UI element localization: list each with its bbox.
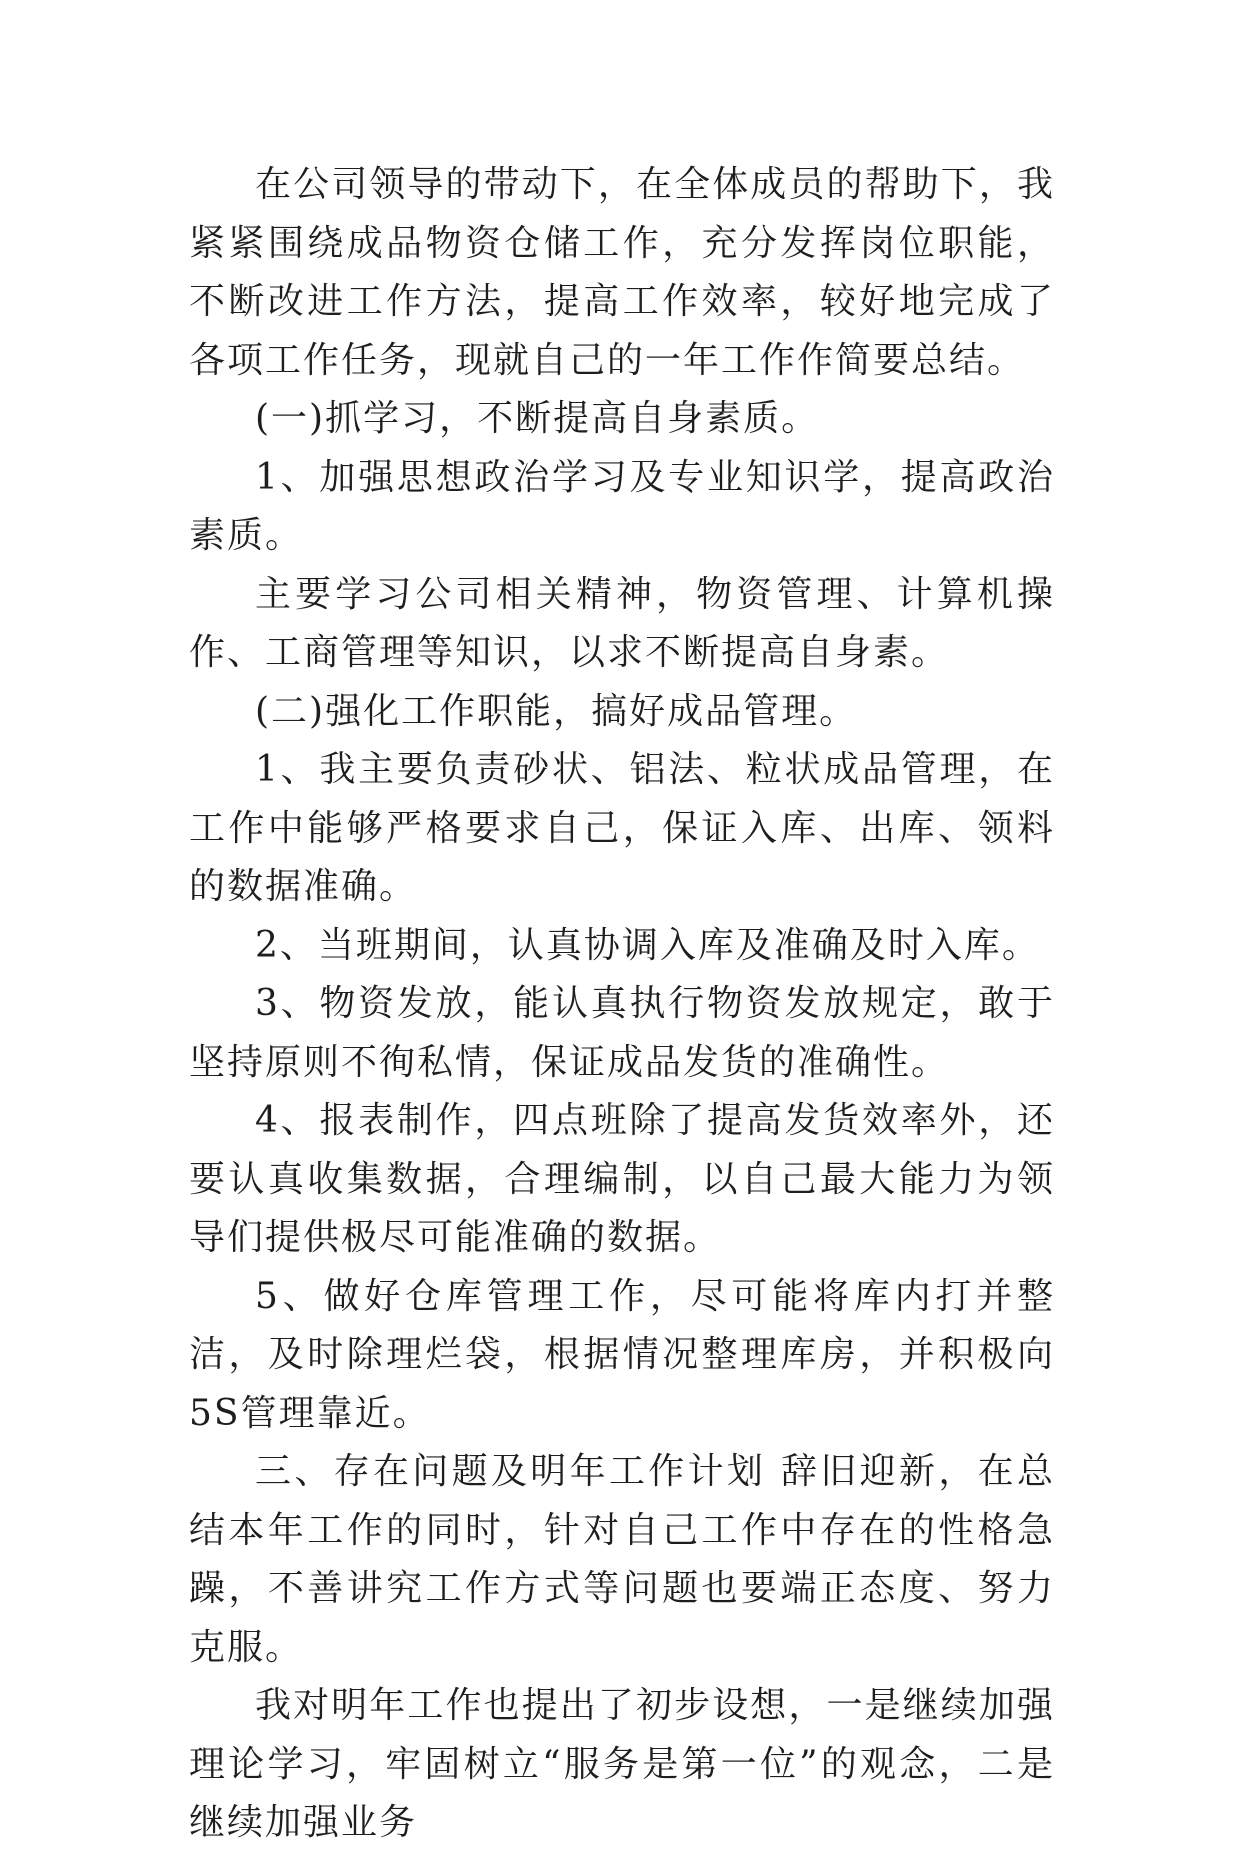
section-heading-3: 三、存在问题及明年工作计划 辞旧迎新，在总结本年工作的同时，针对自己工作中存在的性格急躁，不善讲究工作方式等问题也要端正态度、努力克服。 — [189, 1451, 1055, 1668]
paragraph-item-2-4: 4、报表制作，四点班除了提高发货效率外，还要认真收集数据，合理编制，以自己最大能力为领导们提供极尽可能准确的数据。 — [189, 1100, 1055, 1258]
document-body — [189, 156, 1055, 1853]
paragraph-intro: 在公司领导的带动下，在全体成员的帮助下，我紧紧围绕成品物资仓储工作，充分发挥岗位职能，不断改进工作方法，提高工作效率，较好地完成了各项工作任务，现就自己的一年工作作简要总结。 — [189, 164, 1055, 381]
paragraph-item-2-2: 2、当班期间，认真协调入库及准确及时入库。 — [255, 924, 1040, 966]
paragraph-item-2-5: 5、做好仓库管理工作，尽可能将库内打并整洁，及时除理烂袋，根据情况整理库房，并积极向5S管理靠近。 — [189, 1275, 1055, 1434]
section-heading-1: (一)抓学习，不断提高自身素质。 — [255, 398, 820, 439]
paragraph-study-content: 主要学习公司相关精神，物资管理、计算机操作、工商管理等知识，以求不断提高自身素。 — [189, 573, 1055, 673]
section-heading-2: (二)强化工作职能，搞好成品管理。 — [255, 690, 858, 732]
paragraph-item-2-1: 1、我主要负责砂状、铝法、粒状成品管理，在工作中能够严格要求自己，保证入库、出库、领料的数据准确。 — [189, 749, 1055, 907]
paragraph-item-2-3: 3、物资发放，能认真执行物资发放规定，敢于坚持原则不徇私情，保证成品发货的准确性。 — [189, 983, 1055, 1083]
paragraph-next-year-plan: 我对明年工作也提出了初步设想，一是继续加强理论学习，牢固树立“服务是第一位”的观念，二是继续加强业务 — [189, 1685, 1055, 1843]
paragraph-item-1-1: 1、加强思想政治学习及专业知识学，提高政治素质。 — [189, 456, 1055, 556]
